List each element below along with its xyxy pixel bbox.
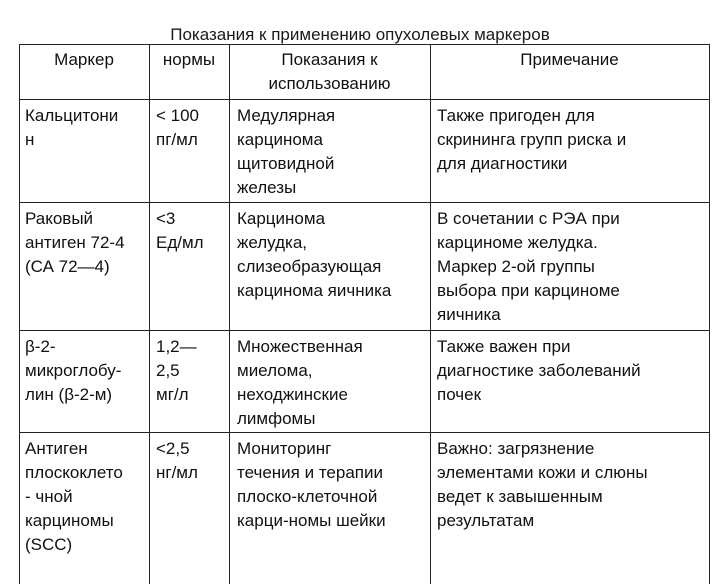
- table-title: Показания к применению опухолевых маркеров: [170, 25, 550, 44]
- cell-note: Важно: загрязнение элементами кожи и слюны ведет к завышенным результатам: [437, 439, 648, 530]
- cell-norm: < 100 пг/мл: [156, 106, 200, 149]
- row-divider: [19, 432, 710, 433]
- header-marker: Маркер: [54, 50, 114, 69]
- header-indications: Показания к использованию: [268, 50, 391, 93]
- table-border-top: [19, 44, 710, 45]
- column-divider: [430, 44, 431, 584]
- table-border-right: [709, 44, 710, 584]
- cell-norm: <2,5 нг/мл: [156, 439, 198, 482]
- cell-indications: Медулярная карцинома щитовидной железы: [237, 106, 336, 197]
- cell-norm: 1,2— 2,5 мг/л: [156, 337, 197, 404]
- cell-norm: <3 Ед/мл: [156, 209, 204, 252]
- cell-marker: Раковый антиген 72-4 (СА 72—4): [25, 209, 125, 276]
- cell-note: В сочетании с РЭА при карциноме желудка. Маркер 2-ой группы выбора при карциноме яичника: [437, 209, 620, 324]
- column-divider: [149, 44, 150, 584]
- row-divider: [19, 99, 710, 100]
- cell-indications: Карцинома желудка, слизеобразующая карцинома яичника: [237, 209, 392, 300]
- row-divider: [19, 330, 710, 331]
- header-note: Примечание: [520, 50, 619, 69]
- cell-indications: Мониторинг течения и терапии плоско-клеточной карци-номы шейки: [237, 439, 386, 530]
- header-norm: нормы: [162, 50, 216, 69]
- cell-marker: β-2- микроглобу- лин (β-2-м): [25, 337, 122, 404]
- table-border-left: [19, 44, 20, 584]
- column-divider: [229, 44, 230, 584]
- cell-marker: Кальцитони н: [25, 106, 119, 149]
- cell-indications: Множественная миелома, неходжинские лимфомы: [237, 337, 363, 428]
- indications-table: [19, 44, 710, 584]
- cell-note: Также пригоден для скрининга групп риска и для диагностики: [437, 106, 627, 173]
- cell-note: Также важен при диагностике заболеваний почек: [437, 337, 641, 404]
- cell-marker: Антиген плоскоклето - чной карциномы (SCC): [25, 439, 123, 554]
- row-divider: [19, 202, 710, 203]
